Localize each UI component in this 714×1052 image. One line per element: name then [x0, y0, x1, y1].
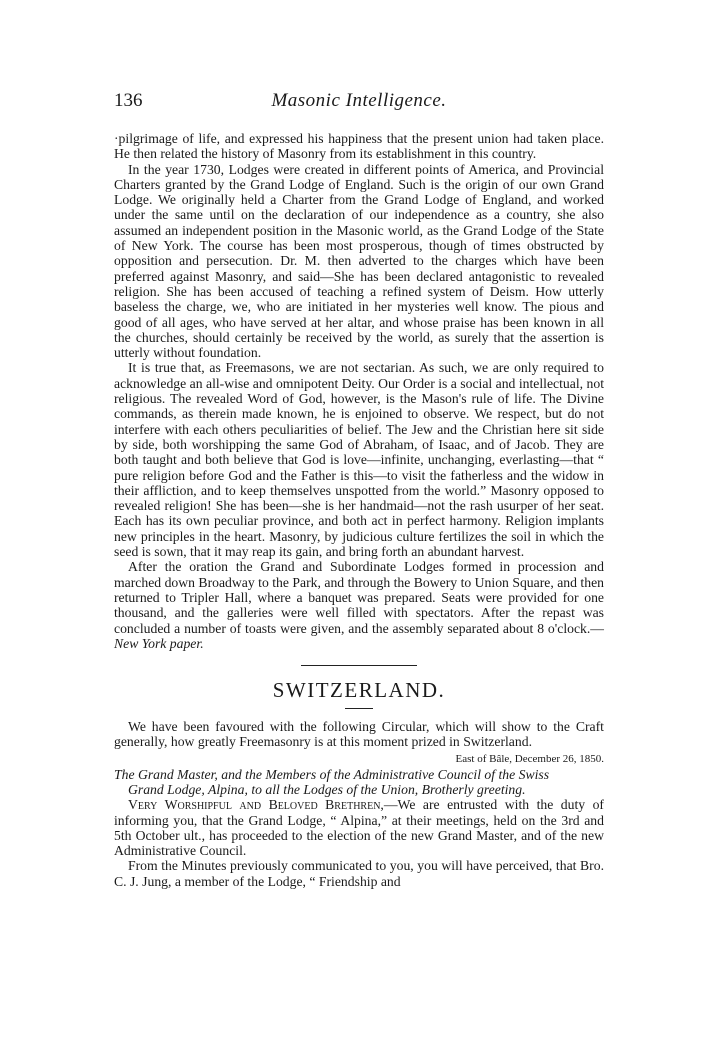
section-divider: [301, 665, 417, 666]
circular-paragraph: From the Minutes previously communicated to you, you will have perceived, that Bro. C. J. Jung, a member of the Lodge, “ Friendship and: [114, 858, 604, 889]
article-paragraph-text: After the oration the Grand and Subordinate Lodges formed in procession and marched down Broadway to the Park, and through the Bowery to Union Square, and then returned to Tripler Hall, where a banquet was prepared. Seats were provided for one thousand, and the galleries were well filled with spectators. After the repast was concluded a number of toasts were given, and the assembly separated about 8 o'clock.—: [114, 559, 604, 636]
circular-address-line: The Grand Master, and the Members of the Administrative Council of the Swiss: [114, 766, 550, 782]
section-heading: SWITZERLAND.: [272, 678, 446, 703]
article-paragraph: It is true that, as Freemasons, we are not sectarian. As such, we are only required to acknowledge an all-wise and omnipotent Deity. Our Order is a social and intellectual, not religious. The revealed Word of God, however, is the Mason's rule of life. The Divine commands, as therein made known, he is enjoined to observe. We respect, but do not interfere with each others peculiarities of belief. The Jew and the Christian here sit side by side, both worshipping the same God of Abraham, of Isaac, and of Jacob. They are both taught and both believe that God is love—infinite, unchanging, everlasting—that “ pure religion before God and the Father is this—to visit the fatherless and the widow in their affliction, and to keep themselves unspotted from the world.” Masonry opposed to revealed religion! She has been—she is her handmaid—not the rash usurper of her seat. Each has its own peculiar province, and both act in perfect harmony. Religion implants new principles in the heart. Masonry, by judicious culture fertilizes the soil in which the seed is sown, that it may reap its gain, and bring forth an abundant harvest.: [114, 360, 604, 560]
running-title: Masonic Intelligence.: [271, 90, 447, 111]
circular-paragraph: [114, 797, 604, 858]
salutation: Very Worshipful and Beloved Brethren,: [128, 797, 384, 813]
circular-dateline: East of Bâle, December 26, 1850.: [455, 752, 604, 765]
section-intro: We have been favoured with the following Circular, which will show to the Craft generally, how greatly Freemasonry is at this moment prized in Switzerland.: [114, 719, 604, 750]
article-paragraph: ·pilgrimage of life, and expressed his happiness that the present union had taken place. He then related the history of Masonry from its establishment in this country.: [114, 131, 604, 162]
circular-paragraph-text: —We are entrusted with the duty of informing you, that the Grand Lodge, “ Alpina,” at their meetings, held on the 3rd and 5th October ult., has proceeded to the election of the new Grand Master, and of the new Administrative Council.: [114, 797, 604, 859]
page-body: [114, 131, 604, 889]
source-citation: New York paper.: [114, 635, 204, 651]
circular-address-line: Grand Lodge, Alpina, to all the Lodges of the Union, Brotherly greeting.: [128, 781, 526, 797]
article-paragraph: In the year 1730, Lodges were created in different points of America, and Provincial Charters granted by the Grand Lodge of England. Such is the origin of our own Grand Lodge. We originally held a Charter from the Grand Lodge of England, and worked under the same until on the declaration of our independence as a country, she also assumed an independent position in the Masonic world, as the Grand Lodge of the State of New York. The course has been most prosperous, though of times obstructed by opposition and persecution. Dr. M. then adverted to the charges which have been preferred against Masonry, and said—She has been declared antagonistic to revealed religion. She has been accused of teaching a refined system of Deism. How utterly baseless the charge, we, who are initiated in her mysteries well know. The pious and good of all ages, who have served at her altar, and whose praise has been known in all the churches, should certainly be received by the world, as surely that the assertion is utterly without foundation.: [114, 161, 604, 361]
article-paragraph: [114, 559, 604, 651]
page-number: 136: [114, 90, 143, 111]
page-header: [114, 90, 604, 118]
heading-underline: [345, 708, 373, 709]
